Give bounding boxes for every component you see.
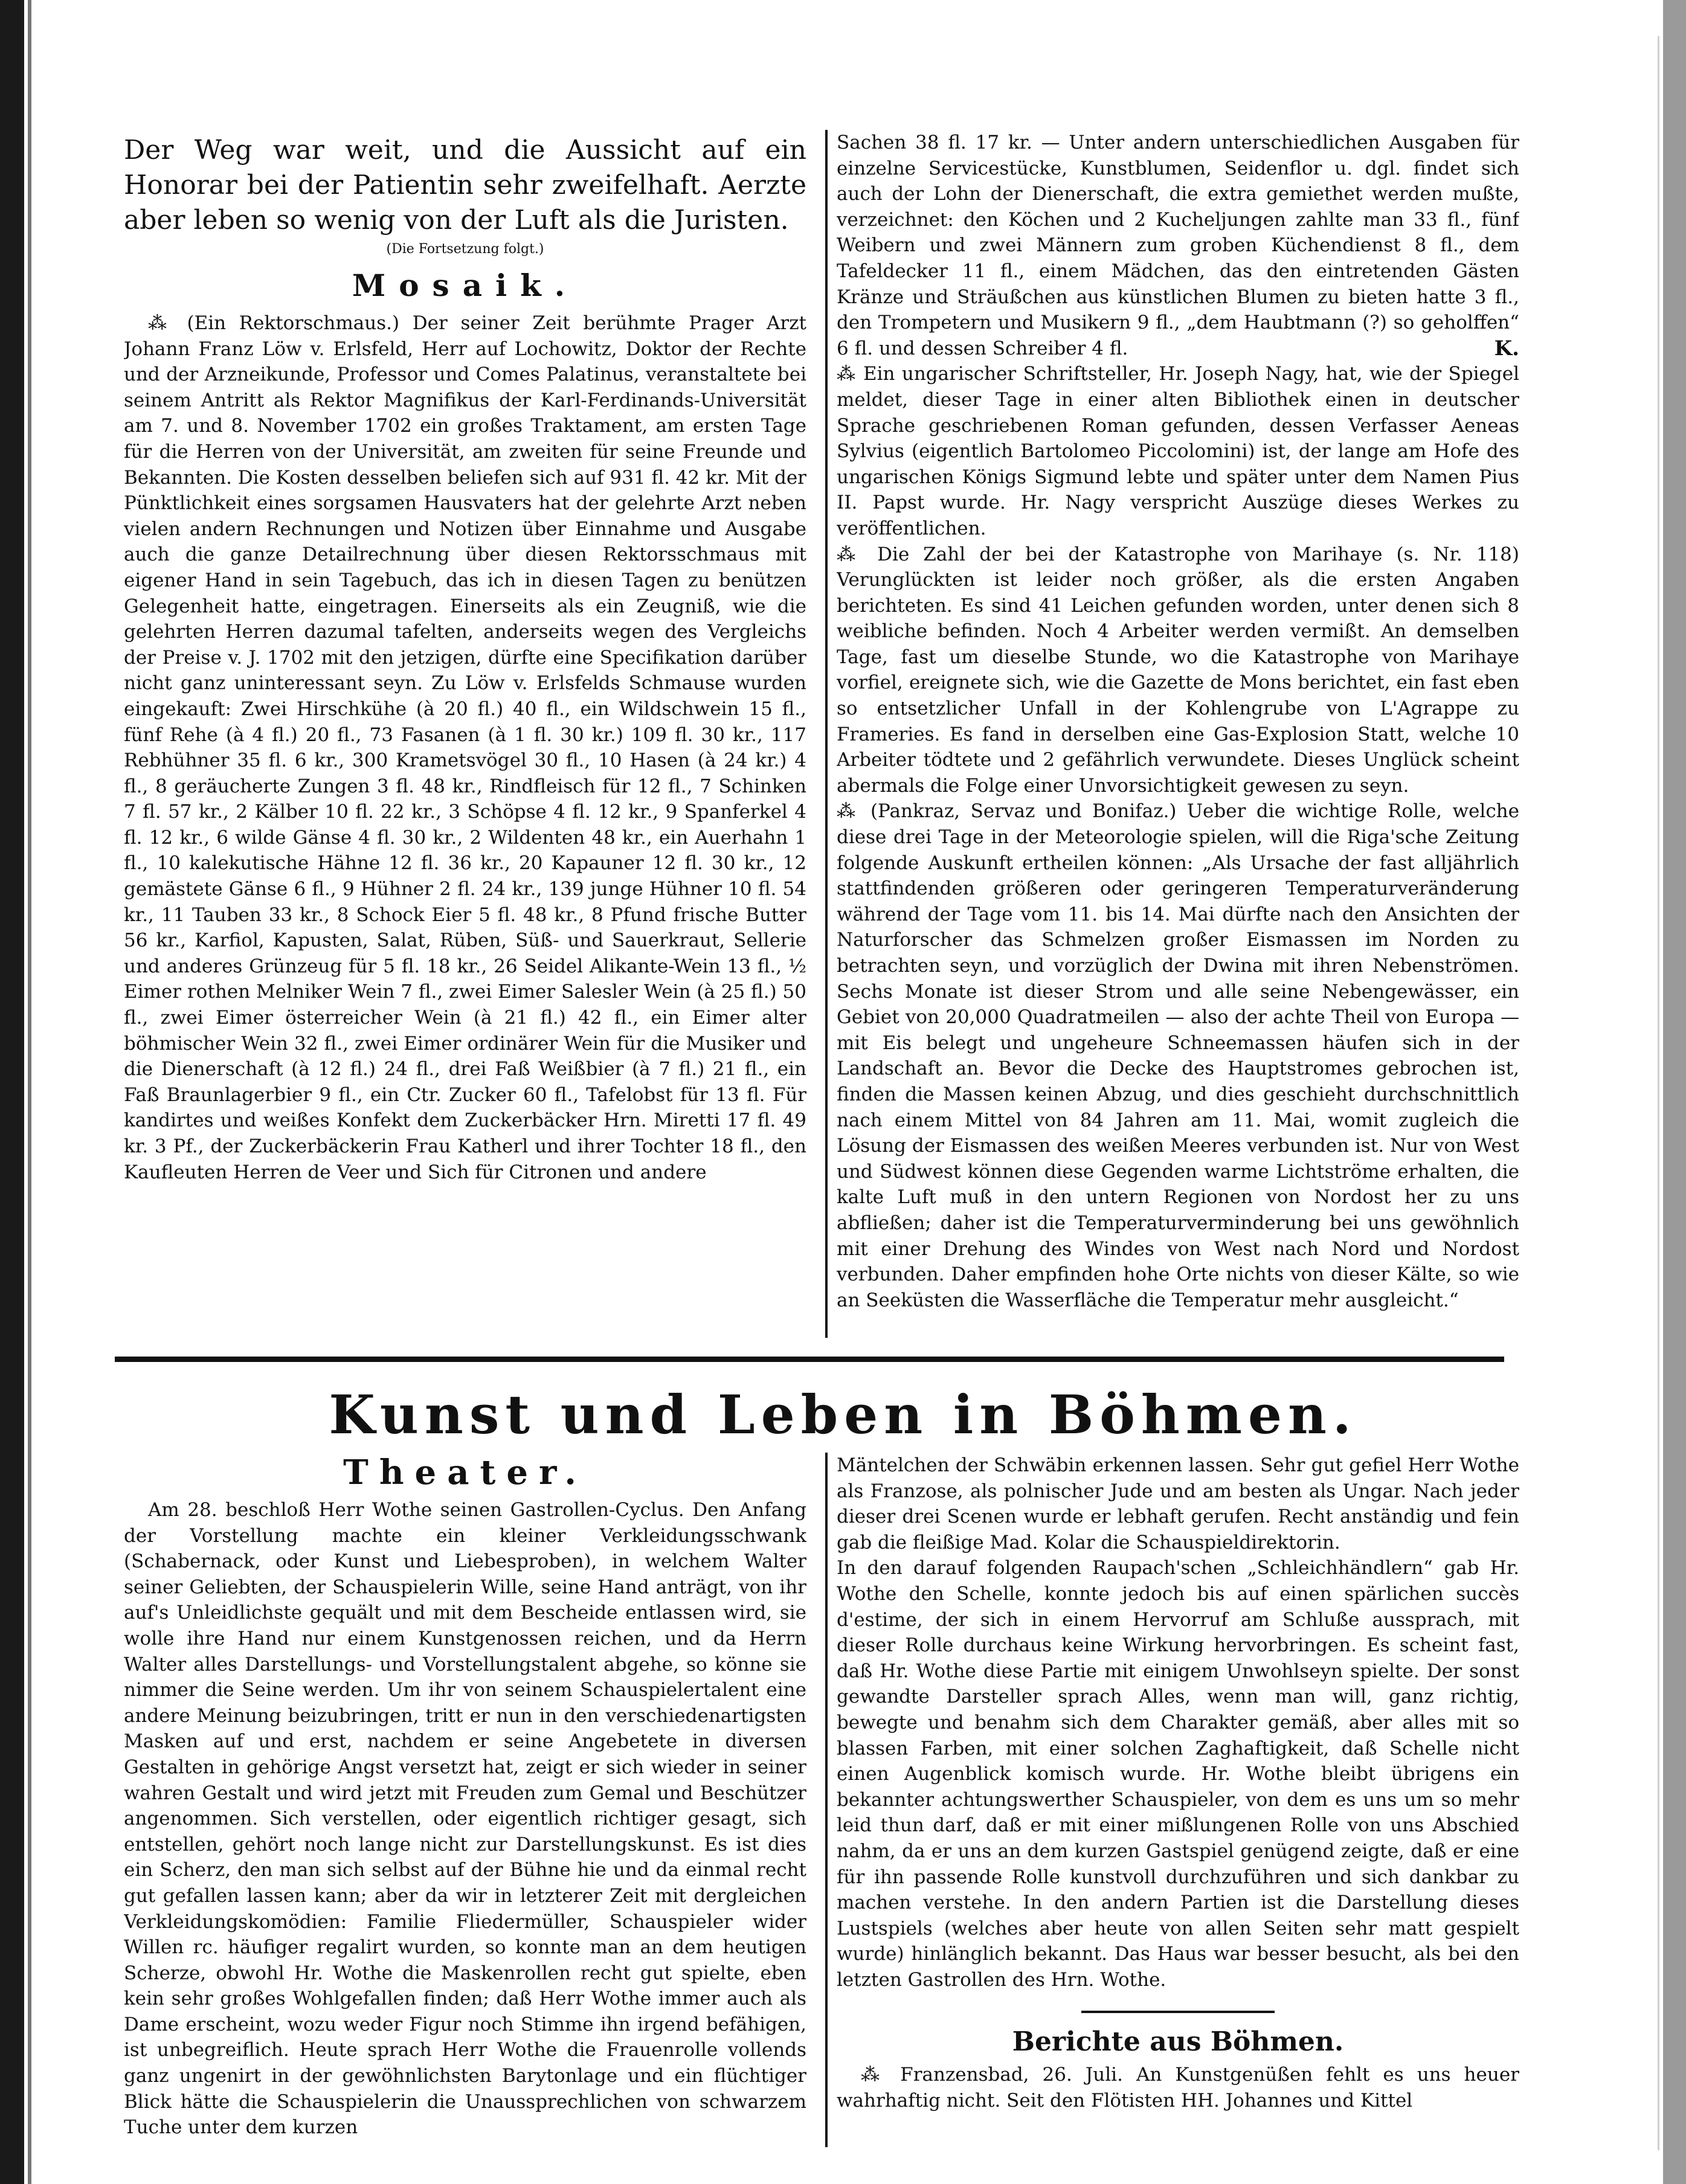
berichte-heading: Berichte aus Böhmen.: [1012, 2026, 1344, 2058]
rektorschmaus-continuation: [837, 130, 1519, 361]
left-page-edge: [0, 0, 24, 2184]
schleichhaendler-review: In den darauf folgenden Raupach'schen „Schleichhändlern“ gab Hr. Wothe den Schelle, konnte jedoch bis auf einen spärlichen succès d'estime, der sich in einem Hervorruf am Schluße aussprach, mit dieser Rolle durchaus keine Wirkung hervorbringen. Es scheint fast, daß Hr. Wothe diese Partie mit einigem Unwohlseyn spielte. Der sonst gewandte Darsteller sprach Alles, wenn man will, ganz richtig, bewegte und benahm sich dem Charakter gemäß, aber alles mit so blassen Farben, mit einer solchen Zaghaftigkeit, daß Schelle nicht einen Augenblick komisch wurde. Hr. Wothe bleibt übrigens ein bekannter achtungswerther Schauspieler, von dem es uns um so mehr leid thun darf, daß er mit einer mißlungenen Rolle von uns Abschied nahm, da er uns an dem kurzen Gastspiel genügend zeigte, daß er eine für ihn passende Rolle kunstvoll durchzuführen und sich dankbar zu machen verstehe. In den andern Partien ist die Darstellung dieses Lustspiels (welches aber heute von allen Seiten sehr matt gespielt wurde) hinlänglich bekannt. Das Haus war besser besucht, als bei den letzten Gastrollen des Hrn. Wothe.: [837, 1557, 1519, 1991]
rektorschmaus-article: ⁂ (Ein Rektorschmaus.) Der seiner Zeit berühmte Prager Arzt Johann Franz Löw v. Erlsfeld, Herr auf Lochowitz, Doktor der Rechte und der Arzneikunde, Professor und Comes Palatinus, veranstaltete bei seinem Antritt als Rektor Magnifikus der Karl-Ferdinands-Universität am 7. und 8. November 1702 ein großes Traktament, am ersten Tage für die Herren von der Universität, am zweiten für seine Freunde und Bekannten. Die Kosten desselben beliefen sich auf 931 fl. 42 kr. Mit der Pünktlichkeit eines sorgsamen Hausvaters hat der gelehrte Arzt neben vielen andern Rechnungen und Notizen über Einnahme und Ausgabe auch die ganze Detailrechnung über diesen Rektorsschmaus mit eigener Hand in sein Tagebuch, das ich in diesen Tagen zu benützen Gelegenheit hatte, eingetragen. Einerseits als ein Zeugniß, wie die gelehrten Herren dazumal tafelten, anderseits wegen des Vergleichs der Preise v. J. 1702 mit den jetzigen, dürfte eine Specifikation darüber nicht ganz uninteressant seyn. Zu Löw v. Erlsfelds Schmause wurden eingekauft: Zwei Hirschkühe (à 20 fl.) 40 fl., ein Wildschwein 15 fl., fünf Rehe (à 4 fl.) 20 fl., 73 Fasanen (à 1 fl. 30 kr.) 109 fl. 30 kr., 117 Rebhühner 35 fl. 6 kr., 300 Krametsvögel 30 fl., 10 Hasen (à 24 kr.) 4 fl., 8 geräucherte Zungen 3 fl. 48 kr., Rindfleisch für 12 fl., 7 Schinken 7 fl. 57 kr., 2 Kälber 10 fl. 22 kr., 3 Schöpse 4 fl. 12 kr., 9 Spanferkel 4 fl. 12 kr., 6 wilde Gänse 4 fl. 30 kr., 2 Wildenten 48 kr., ein Auerhahn 1 fl., 10 kalekutische Hähne 12 fl. 36 kr., 20 Kapauner 12 fl. 30 kr., 12 gemästete Gänse 6 fl., 9 Hühner 2 fl. 24 kr., 139 junge Hühner 10 fl. 54 kr., 11 Tauben 33 kr., 8 Schock Eier 5 fl. 48 kr., 8 Pfund frische Butter 56 kr., Karfiol, Kapusten, Salat, Rüben, Süß- und Sauerkraut, Sellerie und anderes Grünzeug für 5 fl. 18 kr., 26 Seidel Alikante-Wein 13 fl., ½ Eimer rothen Melniker Wein 7 fl., zwei Eimer Salesler Wein (à 25 fl.) 50 fl., zwei Eimer österreicher Wein (à 21 fl.) 42 fl., ein Eimer alter böhmischer Wein 32 fl., zwei Eimer ordinärer Wein für die Musiker und die Dienerschaft (à 12 fl.) 24 fl., drei Faß Weißbier (à 7 fl.) 21 fl., ein Faß Braunlagerbier 9 fl., ein Ctr. Zucker 60 fl., Tafelobst für 13 fl. Für kandirtes und weißes Konfekt dem Zuckerbäcker Hrn. Miretti 17 fl. 49 kr. 3 Pf., der Zuckerbäckerin Frau Katherl und ihrer Tochter 18 fl., den Kaufleuten Herren de Veer und Sich für Citronen und andere: [124, 312, 806, 1183]
right-page-edge: [1663, 0, 1686, 2184]
lower-left-column: [124, 1453, 806, 2147]
short-divider: [1081, 2011, 1275, 2013]
theater-review-continuation: Mäntelchen der Schwäbin erkennen lassen. Sehr gut gefiel Herr Wothe als Franzose, als polnischer Jude und am besten als Ungar. Nach jeder dieser drei Scenen wurde er lebhaft gerufen. Recht anständig und fein gab die fleißige Mad. Kolar die Schauspieldirektorin.: [837, 1454, 1519, 1553]
upper-column-divider: [825, 130, 828, 1338]
franzensbad-report: ⁂ Franzensbad, 26. Juli. An Kunstgenüßen fehlt es uns heuer wahrhaftig nicht. Seit den Flötisten HH. Johannes und Kittel: [837, 2064, 1519, 2112]
section-divider: [115, 1357, 1504, 1362]
upper-left-column: [124, 133, 806, 1341]
mosaik-heading: Mosaik.: [352, 268, 579, 303]
upper-right-column: [837, 130, 1519, 1341]
signature: K.: [1494, 336, 1519, 361]
right-page-edge-inner: [1658, 36, 1659, 2150]
theater-heading: Theater.: [343, 1453, 587, 1492]
left-page-edge-inner: [28, 0, 31, 2184]
marihaye-article: ⁂ Die Zahl der bei der Katastrophe von Marihaye (s. Nr. 118) Verunglückten ist leider noch größer, als die ersten Angaben berichteten. Es sind 41 Leichen gefunden worden, unter denen sich 8 weibliche befinden. Noch 4 Arbeiter werden vermißt. An demselben Tage, fast um dieselbe Stunde, wo die Katastrophe von Marihaye vorfiel, ereignete sich, wie die Gazette de Mons berichtet, ein fast eben so entsetzlicher Unfall in der Kohlengrube von L'Agrappe zu Frameries. Es fand in derselben eine Gas-Explosion Statt, welche 10 Arbeiter tödtete und 2 gefährlich verwundete. Dieses Unglück scheint abermals die Folge einer Unvorsichtigkeit gewesen zu seyn.: [837, 543, 1519, 797]
theater-review: Am 28. beschloß Herr Wothe seinen Gastrollen-Cyclus. Den Anfang der Vorstellung machte ein kleiner Verkleidungsschwank (Schabernack, oder Kunst und Liebesproben), in welchem Walter seiner Geliebten, der Schauspielerin Wille, seine Hand anträgt, von ihr auf's Unleidlichste gequält und mit dem Bescheide entlassen wird, sie wolle ihre Hand nur einem Kunstgenossen reichen, und da Herrn Walter alles Darstellungs- und Vorstellungstalent abgehe, so könne sie nimmer die Seine werden. Um ihr von seinem Schauspielertalent eine andere Meinung beizubringen, tritt er nun in den verschiedenartigsten Masken auf und erst, nachdem er seine Angebetete in diversen Gestalten in gehörige Angst versetzt hat, zeigt er sich wieder in seiner wahren Gestalt und wird jetzt mit Freuden zum Gemal und Beschützer angenommen. Sich verstellen, oder eigentlich richtiger gesagt, sich entstellen, gehört noch lange nicht zur Darstellungskunst. Es ist dies ein Scherz, den man sich selbst auf der Bühne hie und da einmal recht gut gefallen lassen kann; aber da wir in letzterer Zeit mit dergleichen Verkleidungskomödien: Familie Fliedermüller, Schauspieler wider Willen rc. häufiger regalirt wurden, so konnte man an dem heutigen Scherze, obwohl Hr. Wothe die Maskenrollen recht gut spielte, eben kein sehr großes Wohlgefallen finden; daß Herr Wothe immer auch als Dame erscheint, wozu weder Figur noch Stimme ihn irgend befähigen, ist unbegreiflich. Heute sprach Herr Wothe die Frauenrolle vollends ganz ungenirt in der gewöhnlichsten Barytonlage und ein flüchtiger Blick hätte die Schauspielerin die Unaussprechlichen von schwarzem Tuche unter dem kurzen: [124, 1499, 806, 2139]
nagy-article: ⁂ Ein ungarischer Schriftsteller, Hr. Joseph Nagy, hat, wie der Spiegel meldet, dieser Tage in einer alten Bibliothek einen in deutscher Sprache geschriebenen Roman gefunden, dessen Verfasser Aeneas Sylvius (eigentlich Bartolomeo Piccolomini) ist, der lange am Hofe des ungarischen Königs Sigmund lebte und später unter dem Namen Pius II. Papst wurde. Hr. Nagy verspricht Auszüge dieses Werkes zu veröffentlichen.: [837, 363, 1519, 539]
rektorschmaus-continuation-text: Sachen 38 fl. 17 kr. — Unter andern unterschiedlichen Ausgaben für einzelne Servicestücke, Kunstblumen, Seidenflor u. dgl. findet sich auch der Lohn der Dienerschaft, die extra gemiethet werden mußte, verzeichnet: den Köchen und 2 Kucheljungen zahlte man 33 fl., fünf Weibern und zwei Männern zum groben Küchendienst 8 fl., dem Tafeldecker 11 fl., einem Mädchen, das den eintretenden Gästen Kränze und Sträußchen aus künstlichen Blumen zu bieten hatte 3 fl., den Trompetern und Musikern 9 fl., „dem Haubtmann (?) so geholffen“ 6 fl. und dessen Schreiber 4 fl.: [837, 132, 1519, 359]
meteorology-article: ⁂ (Pankraz, Servaz und Bonifaz.) Ueber die wichtige Rolle, welche diese drei Tage in der Meteorologie spielen, will die Riga'sche Zeitung folgende Auskunft ertheilen können: „Als Ursache der fast alljährlich stattfindenden größeren oder geringeren Temperaturveränderung während der Tage vom 11. bis 14. Mai dürfte nach den Ansichten der Naturforscher das Schmelzen großer Eismassen im Norden zu betrachten seyn, und vorzüglich der Dwina mit ihren Nebenströmen. Sechs Monate ist dieser Strom und alle seine Nebengewässer, ein Gebiet von 20,000 Quadratmeilen — also der achte Theil von Europa — mit Eis belegt und ungeheure Schneemassen häufen sich in der Landschaft an. Bevor die Decke des Hauptstromes gebrochen ist, finden die Massen keinen Abzug, und dies geschieht durchschnittlich nach einem Mittel von 84 Jahren am 11. Mai, womit zugleich die Lösung der Eismassen des weißen Meeres verbunden ist. Nur von West und Südwest können diese Gegenden warme Lichtströme erhalten, die kalte Luft muß in den untern Regionen von Nordost her zu uns abfließen; daher ist die Temperaturverminderung bei uns gewöhnlich mit einer Drehung des Windes von West nach Nord und Nordost verbunden. Daher empfinden hohe Orte nichts von dieser Kälte, so wie an Seeküsten die Wasserfläche die Temperatur mehr ausgleicht.“: [837, 800, 1519, 1311]
lower-right-column: [837, 1453, 1519, 2147]
continuation-note: (Die Fortsetzung folgt.): [386, 242, 544, 257]
feuilleton-intro: Der Weg war weit, und die Aussicht auf ein Honorar bei der Patientin sehr zweifelhaft. Aerzte aber leben so wenig von der Luft als die Juristen.: [124, 135, 806, 236]
section-title: Kunst und Leben in Böhmen.: [329, 1383, 1357, 1446]
lower-column-divider: [825, 1453, 828, 2147]
